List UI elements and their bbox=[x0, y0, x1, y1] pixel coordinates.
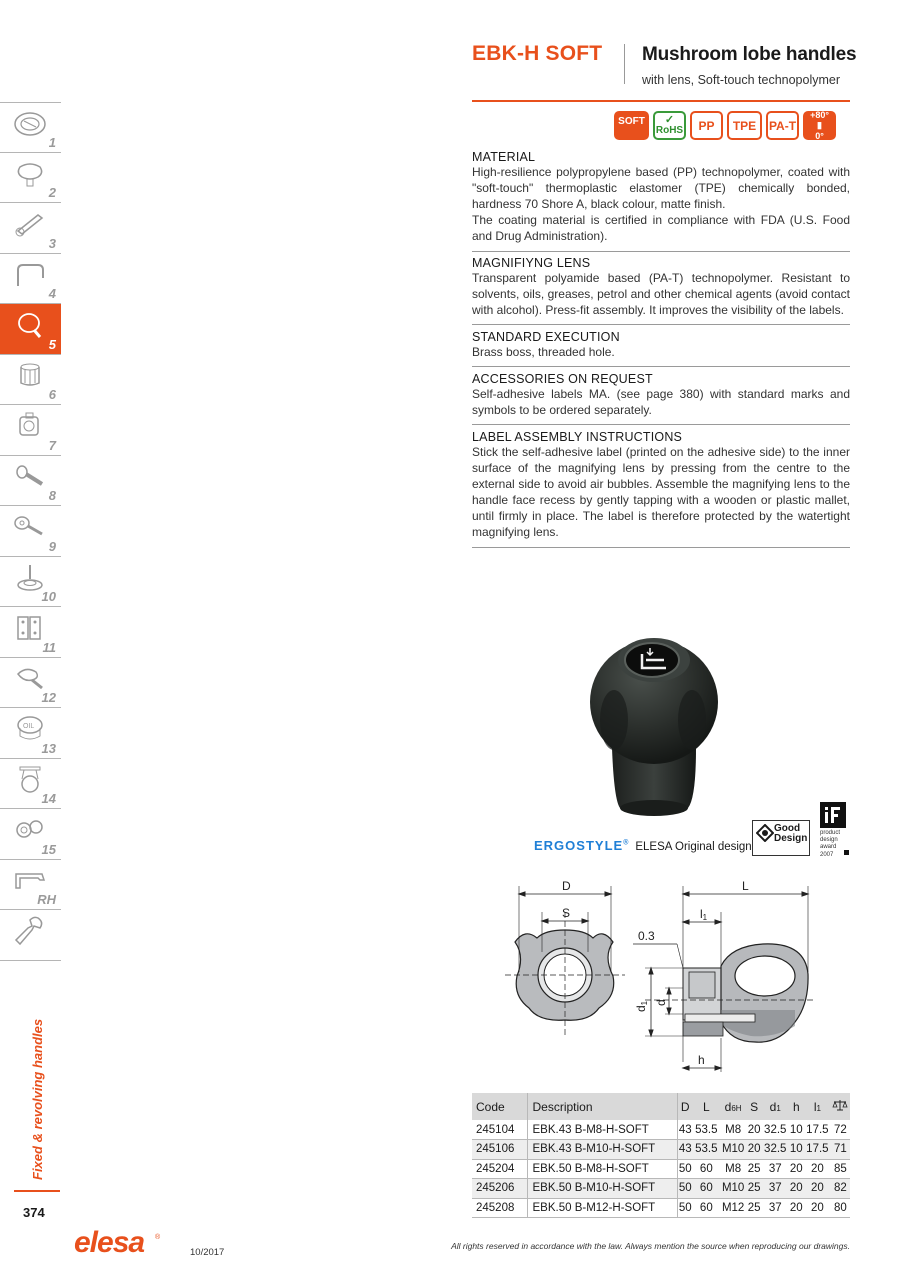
dim-d: d bbox=[654, 999, 668, 1006]
if-award-text: product design award bbox=[820, 830, 841, 850]
cell-code: 245106 bbox=[472, 1140, 527, 1160]
sidebar-footer-rule bbox=[14, 1190, 60, 1192]
category-number: 5 bbox=[48, 336, 56, 352]
col-d1: d1 bbox=[762, 1093, 789, 1120]
category-8[interactable] bbox=[0, 456, 61, 507]
cell-S: 20 bbox=[747, 1120, 762, 1140]
if-award-year: 2007 bbox=[820, 852, 834, 858]
category-10[interactable] bbox=[0, 557, 61, 608]
cell-L: 60 bbox=[693, 1179, 720, 1199]
category-15[interactable] bbox=[0, 809, 61, 860]
category-number: 6 bbox=[48, 387, 56, 402]
cell-L: 60 bbox=[693, 1159, 720, 1179]
copyright-notice: All rights reserved in accordance with the law. Always mention the source when reproducing our drawings. bbox=[451, 1241, 850, 1251]
category-number: 9 bbox=[48, 538, 56, 554]
cell-h: 20 bbox=[789, 1159, 804, 1179]
tpe-badge: TPE bbox=[727, 111, 762, 140]
ergostyle-logo: ERGOSTYLE® bbox=[534, 838, 630, 853]
knurled-knob-icon bbox=[12, 361, 48, 391]
levelling-foot-icon bbox=[12, 563, 48, 593]
table-row bbox=[472, 1198, 850, 1218]
cell-S: 25 bbox=[747, 1198, 762, 1218]
elesa-registered-mark: ® bbox=[155, 1234, 161, 1241]
category-number: 1 bbox=[48, 134, 56, 150]
cell-description: EBK.43 B-M8-H-SOFT bbox=[527, 1120, 677, 1140]
thermometer-icon: ▮ bbox=[817, 120, 822, 131]
category-number: RH bbox=[37, 892, 56, 907]
cell-L: 53.5 bbox=[693, 1140, 720, 1160]
rh-handle-icon bbox=[12, 866, 48, 896]
cell-D: 43 bbox=[677, 1120, 693, 1140]
col-description: Description bbox=[527, 1093, 677, 1120]
category-number: 8 bbox=[48, 488, 56, 503]
cell-d: M12 bbox=[720, 1198, 747, 1218]
mushroom-knob-icon bbox=[12, 310, 48, 340]
product-code: EBK-H SOFT bbox=[472, 42, 603, 65]
rohs-badge bbox=[653, 111, 686, 140]
pa-t-badge: PA-T bbox=[766, 111, 799, 140]
category-number: 7 bbox=[48, 437, 56, 453]
section-divider bbox=[472, 366, 850, 367]
cell-d: M10 bbox=[720, 1179, 747, 1199]
cell-d: M8 bbox=[720, 1159, 747, 1179]
page-title: Mushroom lobe handles bbox=[642, 44, 857, 65]
cell-l1: 20 bbox=[804, 1198, 831, 1218]
category-rh[interactable] bbox=[0, 860, 61, 911]
cell-l1: 17.5 bbox=[804, 1140, 831, 1160]
col-l1: l1 bbox=[804, 1093, 831, 1120]
col-L: L bbox=[693, 1093, 720, 1120]
label-assembly-section bbox=[472, 430, 850, 540]
cell-d1: 37 bbox=[762, 1198, 789, 1218]
section-title: STANDARD EXECUTION bbox=[472, 330, 620, 344]
cam-lever-icon bbox=[12, 209, 48, 239]
accessories-section bbox=[472, 372, 850, 418]
svg-text:OIL: OIL bbox=[23, 723, 35, 730]
dim-l1: l1 bbox=[700, 907, 708, 922]
handwheel-icon bbox=[12, 109, 48, 139]
col-h: h bbox=[789, 1093, 804, 1120]
cell-d1: 32.5 bbox=[762, 1140, 789, 1160]
category-number: 4 bbox=[48, 286, 56, 301]
cell-code: 245204 bbox=[472, 1159, 527, 1179]
col-S: S bbox=[747, 1093, 762, 1120]
col-code: Code bbox=[472, 1093, 527, 1120]
section-vertical-label: Fixed & revolving handles bbox=[30, 1018, 45, 1180]
category-number: 3 bbox=[48, 235, 56, 251]
cell-L: 60 bbox=[693, 1198, 720, 1218]
clamp-knob-icon bbox=[12, 664, 48, 694]
temperature-badge bbox=[803, 111, 836, 140]
soft-badge: SOFT bbox=[614, 111, 649, 140]
tube-clamp-icon bbox=[12, 815, 48, 845]
cell-code: 245104 bbox=[472, 1120, 527, 1140]
section-body: Brass boss, threaded hole. bbox=[472, 345, 615, 359]
section-body-2: The coating material is certified in compliance with FDA (U.S. Food and Drug Administration). bbox=[472, 213, 850, 243]
category-14[interactable] bbox=[0, 759, 61, 810]
category-11[interactable] bbox=[0, 607, 61, 658]
cell-weight: 82 bbox=[831, 1179, 850, 1199]
temp-min: 0° bbox=[815, 130, 824, 141]
cell-l1: 17.5 bbox=[804, 1120, 831, 1140]
table-row bbox=[472, 1140, 850, 1160]
category-number: 11 bbox=[42, 639, 56, 655]
cell-description: EBK.50 B-M12-H-SOFT bbox=[527, 1198, 677, 1218]
section-divider bbox=[472, 424, 850, 425]
category-number: 12 bbox=[41, 690, 56, 705]
category-tools[interactable] bbox=[0, 910, 61, 961]
section-body: Stick the self-adhesive label (printed on the adhesive side) to the inner surface of the magnifying lens by pressing from the centre to the external side to avoid air bubbles. Assemble the magnifying lens to the handle face recess by gently tapping with a wooden or plastic mallet, until firmly in place. The label is therefore protected by the watertight magnifying lens. bbox=[472, 445, 850, 539]
cell-d1: 37 bbox=[762, 1179, 789, 1199]
weight-icon bbox=[832, 1099, 848, 1111]
table-row bbox=[472, 1179, 850, 1199]
material-badges bbox=[614, 111, 836, 140]
cell-D: 43 bbox=[677, 1140, 693, 1160]
category-number: 15 bbox=[41, 841, 56, 857]
section-title: MATERIAL bbox=[472, 150, 536, 164]
cell-description: EBK.50 B-M10-H-SOFT bbox=[527, 1179, 677, 1199]
category-2[interactable] bbox=[0, 153, 61, 204]
category-number: 2 bbox=[48, 185, 56, 200]
section-body: Transparent polyamide based (PA-T) technopolymer. Resistant to solvents, oils, greases, petrol and other chemical agents (avoid contact with alcohol). Press-fit assembly. It improves the visibility of the labels. bbox=[472, 271, 850, 317]
cell-l1: 20 bbox=[804, 1179, 831, 1199]
product-photo bbox=[580, 630, 730, 820]
category-7[interactable] bbox=[0, 405, 61, 456]
pp-badge: PP bbox=[690, 111, 723, 140]
cell-h: 20 bbox=[789, 1179, 804, 1199]
section-divider bbox=[472, 251, 850, 252]
product-table bbox=[472, 1093, 850, 1218]
award-square-mark bbox=[844, 850, 849, 855]
good-design-text: Good Design bbox=[774, 823, 808, 844]
material-section bbox=[472, 150, 850, 244]
original-design-label: ELESA Original design bbox=[635, 841, 752, 853]
cell-h: 10 bbox=[789, 1120, 804, 1140]
category-9[interactable] bbox=[0, 506, 61, 557]
dim-h: h bbox=[698, 1053, 705, 1067]
cell-L: 53.5 bbox=[693, 1120, 720, 1140]
plunger-icon bbox=[12, 462, 48, 492]
cell-weight: 85 bbox=[831, 1159, 850, 1179]
category-13[interactable] bbox=[0, 708, 61, 759]
dim-S: S bbox=[562, 906, 571, 920]
temp-max: +80° bbox=[810, 109, 829, 120]
cell-weight: 71 bbox=[831, 1140, 850, 1160]
header-rule bbox=[472, 100, 850, 102]
cell-S: 25 bbox=[747, 1179, 762, 1199]
section-body: Self-adhesive labels MA. (see page 380) with standard marks and symbols to be ordered separately. bbox=[472, 387, 850, 417]
wrench-icon bbox=[12, 916, 48, 946]
cell-d1: 32.5 bbox=[762, 1120, 789, 1140]
category-5[interactable] bbox=[0, 304, 61, 355]
section-body: High-resilience polypropylene based (PP) technopolymer, coated with "soft-touch" thermoplastic elastomer (TPE) chemically bonded, hardness 70 Shore A, black colour, matte finish. bbox=[472, 165, 850, 211]
dim-D: D bbox=[562, 879, 571, 893]
category-3[interactable] bbox=[0, 203, 61, 254]
bridge-handle-icon bbox=[12, 260, 48, 290]
section-title: ACCESSORIES ON REQUEST bbox=[472, 372, 653, 386]
oil-plug-icon bbox=[12, 714, 48, 744]
dim-L: L bbox=[742, 879, 749, 893]
side-view bbox=[633, 886, 815, 1072]
header-separator bbox=[624, 44, 625, 84]
cell-S: 20 bbox=[747, 1140, 762, 1160]
category-sidebar bbox=[0, 102, 61, 961]
standard-execution-section bbox=[472, 330, 850, 360]
lens-section bbox=[472, 256, 850, 318]
hinge-icon bbox=[12, 613, 48, 643]
rohs-label: RoHS bbox=[655, 125, 684, 136]
cell-D: 50 bbox=[677, 1198, 693, 1218]
section-divider bbox=[472, 324, 850, 325]
section-title: MAGNIFIYNG LENS bbox=[472, 256, 591, 270]
col-D: D bbox=[677, 1093, 693, 1120]
checkmark-icon: ✓ bbox=[664, 114, 675, 126]
cell-d: M10 bbox=[720, 1140, 747, 1160]
page-subtitle: with lens, Soft-touch technopolymer bbox=[642, 73, 841, 87]
lobe-knob-icon bbox=[12, 159, 48, 189]
edition-date: 10/2017 bbox=[190, 1247, 225, 1258]
cell-h: 20 bbox=[789, 1198, 804, 1218]
cell-h: 10 bbox=[789, 1140, 804, 1160]
cell-S: 25 bbox=[747, 1159, 762, 1179]
cell-d: M8 bbox=[720, 1120, 747, 1140]
col-weight bbox=[831, 1093, 850, 1120]
page-number: 374 bbox=[23, 1205, 45, 1220]
cell-weight: 72 bbox=[831, 1120, 850, 1140]
cell-code: 245206 bbox=[472, 1179, 527, 1199]
cell-D: 50 bbox=[677, 1179, 693, 1199]
cell-description: EBK.43 B-M10-H-SOFT bbox=[527, 1140, 677, 1160]
section-divider bbox=[472, 547, 850, 548]
dim-0-3: 0.3 bbox=[638, 929, 655, 943]
category-4[interactable] bbox=[0, 254, 61, 305]
category-number: 14 bbox=[41, 791, 56, 806]
table-header bbox=[472, 1093, 850, 1120]
table-row bbox=[472, 1120, 850, 1140]
elesa-logo: elesa bbox=[74, 1226, 145, 1259]
cell-weight: 80 bbox=[831, 1198, 850, 1218]
cell-d1: 37 bbox=[762, 1159, 789, 1179]
indexing-plunger-icon bbox=[12, 411, 48, 441]
section-title: LABEL ASSEMBLY INSTRUCTIONS bbox=[472, 430, 683, 444]
good-design-icon bbox=[756, 824, 774, 842]
cell-code: 245208 bbox=[472, 1198, 527, 1218]
ergostyle-mark bbox=[534, 838, 752, 853]
cell-D: 50 bbox=[677, 1159, 693, 1179]
dim-d1: d1 bbox=[634, 1000, 649, 1012]
category-1[interactable] bbox=[0, 102, 61, 153]
table-row bbox=[472, 1159, 850, 1179]
good-design-award bbox=[752, 820, 810, 856]
hinge-pin-icon bbox=[12, 512, 48, 542]
col-d: d6H bbox=[720, 1093, 747, 1120]
castor-icon bbox=[12, 765, 48, 795]
category-number: 10 bbox=[41, 589, 56, 604]
category-number: 13 bbox=[41, 740, 56, 756]
category-12[interactable] bbox=[0, 658, 61, 709]
category-6[interactable] bbox=[0, 355, 61, 406]
cell-description: EBK.50 B-M8-H-SOFT bbox=[527, 1159, 677, 1179]
cell-l1: 20 bbox=[804, 1159, 831, 1179]
if-award-icon bbox=[820, 802, 846, 828]
technical-drawing bbox=[495, 872, 855, 1077]
